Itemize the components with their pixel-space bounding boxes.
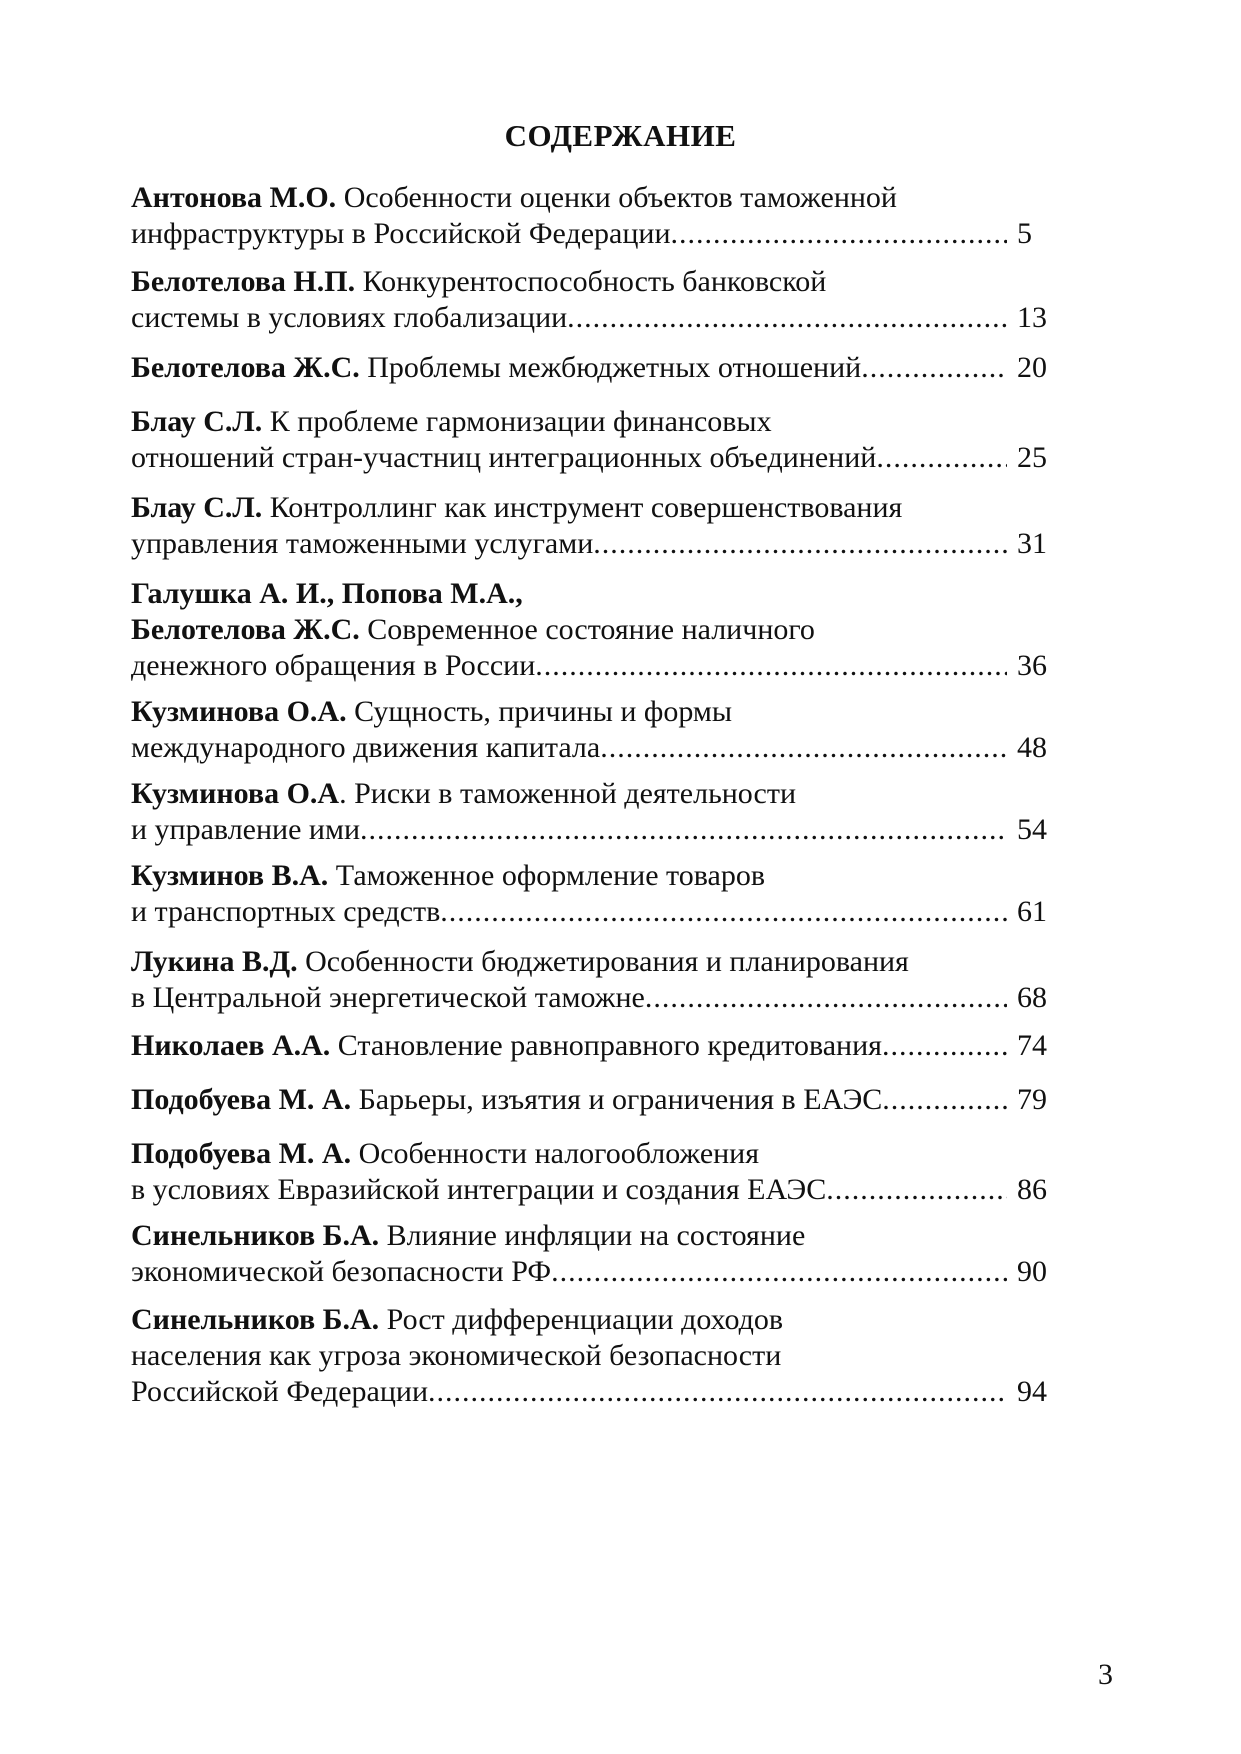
- toc-entry: [131, 858, 1061, 930]
- dot-leader: [551, 1254, 1007, 1290]
- toc-entry: [131, 776, 1061, 848]
- entry-page-number: 13: [1017, 301, 1047, 334]
- toc-entry: [131, 1082, 1061, 1118]
- entry-title: Проблемы межбюджетных отношений: [359, 351, 862, 384]
- dot-leader: [428, 1374, 1007, 1410]
- entry-page-number: 36: [1017, 649, 1047, 682]
- dot-leader: [882, 1082, 1007, 1118]
- dot-leader: [600, 730, 1007, 766]
- entry-first-line: [131, 404, 1061, 440]
- entry-author: Подобуева М. А.: [131, 1137, 352, 1170]
- toc-entry: [131, 264, 1061, 336]
- dot-leader: [567, 300, 1007, 336]
- entry-first-line: [131, 1136, 1061, 1172]
- entry-last-line: [131, 648, 1061, 684]
- entry-last-line: [131, 216, 1061, 252]
- dot-leader: [876, 440, 1007, 476]
- toc-entry: [131, 404, 1061, 476]
- entry-middle-line: [131, 1338, 1061, 1374]
- entry-last-line: [131, 300, 1061, 336]
- entry-second-line: [131, 612, 1061, 648]
- entry-title: К проблеме гармонизации финансовых: [262, 405, 772, 438]
- page-number: 3: [1098, 1658, 1113, 1691]
- dot-leader: [440, 894, 1007, 930]
- entry-author: Лукина В.Д.: [131, 945, 298, 978]
- entry-first-line: [131, 944, 1061, 980]
- entry-author: Подобуева М. А.: [131, 1083, 352, 1116]
- entry-title: населения как угроза экономической безопасности: [131, 1339, 782, 1372]
- entry-author: Галушка А. И., Попова М.А.,: [131, 577, 523, 610]
- entry-last-line: [131, 1028, 1061, 1064]
- toc-entry: [131, 576, 1061, 684]
- toc-entry: [131, 350, 1061, 386]
- entry-title-end: Российской Федерации: [131, 1375, 429, 1408]
- entry-first-line: [131, 776, 1061, 812]
- entry-title-end: системы в условиях глобализации: [131, 301, 568, 334]
- entry-title: Влияние инфляции на состояние: [379, 1219, 806, 1252]
- entry-last-line: [131, 1172, 1061, 1208]
- entry-title: Таможенное оформление товаров: [328, 859, 765, 892]
- entry-title: Особенности оценки объектов таможенной: [336, 181, 897, 214]
- entry-author: Синельников Б.А.: [131, 1219, 380, 1252]
- dot-leader: [826, 1172, 1007, 1208]
- entry-last-line: [131, 1374, 1061, 1410]
- entry-title-end: и управление ими: [131, 813, 360, 846]
- entry-page-number: 25: [1017, 441, 1047, 474]
- entry-page-number: 74: [1017, 1029, 1047, 1062]
- entry-last-line: [131, 730, 1061, 766]
- toc-entry: [131, 180, 1061, 252]
- toc-entry: [131, 490, 1061, 562]
- dot-leader: [360, 812, 1007, 848]
- entry-first-line: [131, 1218, 1061, 1254]
- entry-author: Блау С.Л.: [131, 491, 263, 524]
- entry-title-end: управления таможенными услугами: [131, 527, 594, 560]
- entry-author: Блау С.Л.: [131, 405, 263, 438]
- toc-entry: [131, 1028, 1061, 1064]
- dot-leader: [535, 648, 1007, 684]
- entry-first-line: [131, 576, 1061, 612]
- entry-title: Конкурентоспособность банковской: [355, 265, 827, 298]
- entry-title: Рост дифференциации доходов: [379, 1303, 784, 1336]
- entry-page-number: 61: [1017, 895, 1047, 928]
- entry-page-number: 86: [1017, 1173, 1047, 1206]
- entry-page-number: 94: [1017, 1375, 1047, 1408]
- entry-author: Кузминов В.А.: [131, 859, 329, 892]
- entry-page-number: 20: [1017, 351, 1047, 384]
- entry-author: Антонова М.О.: [131, 181, 337, 214]
- toc-entry: [131, 1136, 1061, 1208]
- entry-author: Синельников Б.А.: [131, 1303, 380, 1336]
- entry-author: Белотелова Ж.С.: [131, 351, 360, 384]
- entry-last-line: [131, 812, 1061, 848]
- dot-leader: [645, 980, 1007, 1016]
- entry-page-number: 54: [1017, 813, 1047, 846]
- dot-leader: [671, 216, 1007, 252]
- entry-title-end: в Центральной энергетической таможне: [131, 981, 645, 1014]
- entry-title: . Риски в таможенной деятельности: [339, 777, 797, 810]
- toc-entry: [131, 694, 1061, 766]
- entry-first-line: [131, 180, 1061, 216]
- entry-title-end: инфраструктуры в Российской Федерации: [131, 217, 671, 250]
- entry-first-line: [131, 858, 1061, 894]
- entry-last-line: [131, 350, 1061, 386]
- entry-first-line: [131, 694, 1061, 730]
- toc-entry: [131, 1302, 1061, 1410]
- entry-last-line: [131, 526, 1061, 562]
- entry-last-line: [131, 980, 1061, 1016]
- entry-page-number: 48: [1017, 731, 1047, 764]
- entry-title: Становление равноправного кредитования: [330, 1029, 882, 1062]
- entry-title: Особенности бюджетирования и планирования: [297, 945, 909, 978]
- entry-author: Николаев А.А.: [131, 1029, 331, 1062]
- entry-title-end: международного движения капитала: [131, 731, 601, 764]
- entry-author: Белотелова Ж.С.: [131, 613, 360, 646]
- toc-entry: [131, 944, 1061, 1016]
- entry-title: Сущность, причины и формы: [346, 695, 733, 728]
- entry-title: Барьеры, изъятия и ограничения в ЕАЭС: [351, 1083, 883, 1116]
- entry-author: Кузминова О.А.: [131, 695, 347, 728]
- entry-title-end: денежного обращения в России: [131, 649, 536, 682]
- dot-leader: [593, 526, 1007, 562]
- entry-first-line: [131, 1302, 1061, 1338]
- entry-last-line: [131, 1082, 1061, 1118]
- entry-page-number: 5: [1017, 217, 1032, 250]
- entry-first-line: [131, 264, 1061, 300]
- entry-first-line: [131, 490, 1061, 526]
- dot-leader: [882, 1028, 1007, 1064]
- entry-author: Белотелова Н.П.: [131, 265, 356, 298]
- entry-title: Контроллинг как инструмент совершенствования: [262, 491, 903, 524]
- entry-author: Кузминова О.А: [131, 777, 340, 810]
- entry-title-end: отношений стран-участниц интеграционных объединений: [131, 441, 877, 474]
- entry-last-line: [131, 894, 1061, 930]
- entry-title-end: в условиях Евразийской интеграции и создания ЕАЭС: [131, 1173, 827, 1206]
- entry-last-line: [131, 1254, 1061, 1290]
- entry-title-end: и транспортных средств: [131, 895, 441, 928]
- entry-title-end: экономической безопасности РФ: [131, 1255, 552, 1288]
- entry-page-number: 68: [1017, 981, 1047, 1014]
- dot-leader: [861, 350, 1007, 386]
- page-title: СОДЕРЖАНИЕ: [504, 118, 737, 153]
- entry-last-line: [131, 440, 1061, 476]
- entry-title: Современное состояние наличного: [359, 613, 815, 646]
- entry-page-number: 79: [1017, 1083, 1047, 1116]
- toc-entry: [131, 1218, 1061, 1290]
- entry-title: Особенности налогообложения: [351, 1137, 760, 1170]
- entry-page-number: 31: [1017, 527, 1047, 560]
- entry-page-number: 90: [1017, 1255, 1047, 1288]
